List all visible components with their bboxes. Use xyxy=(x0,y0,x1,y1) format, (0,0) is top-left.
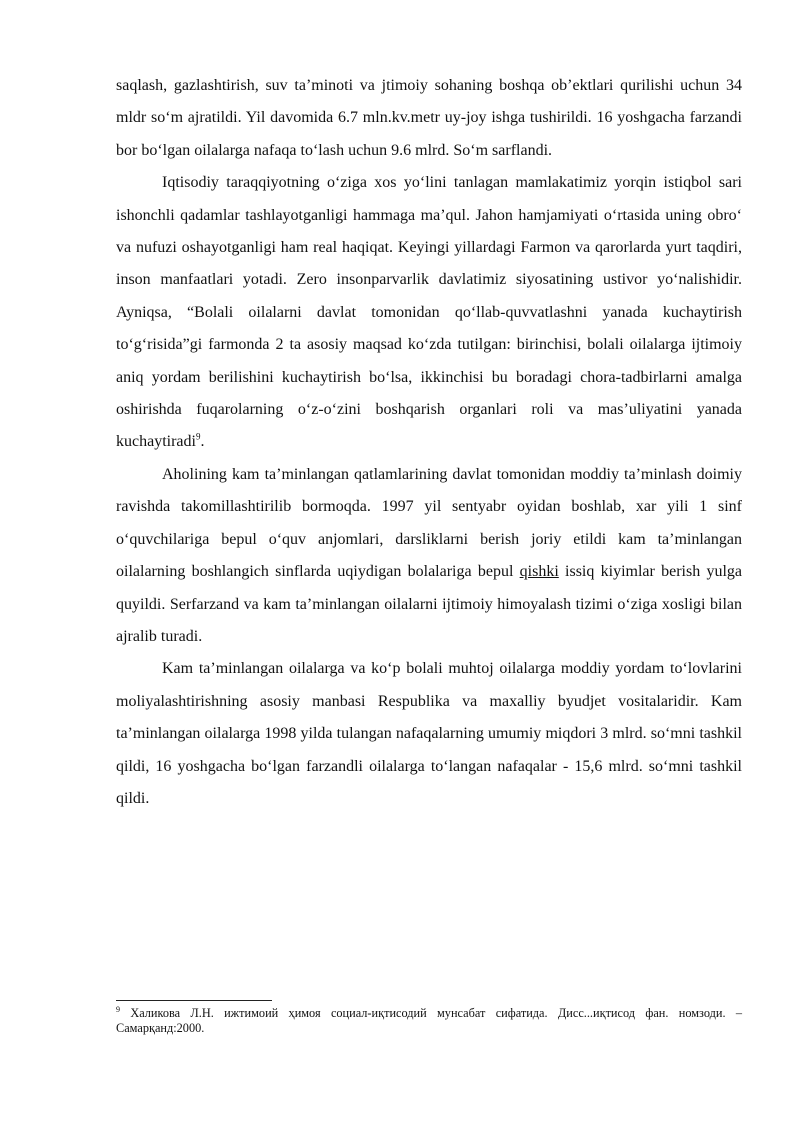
footnote-text: Халикова Л.Н. ижтимоий ҳимоя социал-иқтисодий мунсабат сифатида. Дисс...иқтисод фан. номзоди. – Самарқанд:2000. xyxy=(116,1006,742,1035)
footnote-number: 9 xyxy=(116,1004,120,1014)
paragraph-4: Kam ta’minlangan oilalarga va ko‘p bolali muhtoj oilalarga moddiy yordam to‘lovlarini moliyalashtirishning asosiy manbasi Respublika va maxalliy byudjet vositalaridir. Kam ta’minlangan oilalarga 1998 yilda tulangan nafaqalarning umumiy miqdori 3 mlrd. so‘mni tashkil qildi, 16 yoshgacha bo‘lgan farzandli oilalarga to‘langan nafaqalar - 15,6 mlrd. so‘mni tashkil qildi. xyxy=(116,660,742,807)
paragraph-3-text-start: Aholining kam ta’minlangan qatlamlarining davlat tomonidan moddiy ta’minlash doimiy ravishda takomillashtirilib bormoqda. 1997 yil sentyabr oyidan boshlab, xar yili 1 sinf o‘quvchilariga bepul o‘quv anjomlari, darsliklarni berish joriy etildi kam ta’minlangan oilalarning boshlangich sinflarda uqiydigan bolalariga bepul xyxy=(116,465,742,581)
paragraph-2-end: . xyxy=(200,433,205,451)
footnote-separator xyxy=(116,1000,272,1001)
underlined-word: qishki xyxy=(519,563,559,581)
page-body xyxy=(116,70,742,815)
paragraph-3 xyxy=(116,459,742,653)
footnote xyxy=(116,1006,742,1036)
paragraph-1: saqlash, gazlashtirish, suv ta’minoti va jtimoiy sohaning boshqa ob’ektlari qurilishi uchun 34 mldr so‘m ajratildi. Yil davomida 6.7 mln.kv.metr uy-joy ishga tushirildi. 16 yoshgacha farzandi bor bo‘lgan oilalarga nafaqa to‘lash uchun 9.6 mlrd. So‘m sarflandi. xyxy=(116,77,742,159)
footnote-reference[interactable]: 9 xyxy=(195,432,201,443)
paragraph-2-text: Iqtisodiy taraqqiyotning o‘ziga xos yo‘lini tanlagan mamlakatimiz yorqin istiqbol sari ishonchli qadamlar tashlayotganligi hammaga ma’qul. Jahon hamjamiyati o‘rtasida uning obro‘ va nufuzi oshayotganligi ham real haqiqat. Keyingi yillardagi Farmon va qarorlarda yurt taqdiri, inson manfaatlari yotadi. Zero insonparvarlik davlatimiz siyosatining ustivor yo‘nalishidir. Ayniqsa, “Bolali oilalarni davlat tomonidan qo‘llab-quvvatlashni yanada kuchaytirish to‘g‘risida”gi farmonda 2 ta asosiy maqsad ko‘zda tutilgan: birinchisi, bolali oilalarga ijtimoiy aniq yordam berilishini kuchaytirish bo‘lsa, ikkinchisi bu boradagi chora-tadbirlarni amalga oshirishda fuqarolarning o‘z-o‘zini boshqarish organlari roli va mas’uliyatini yanada kuchaytiradi xyxy=(116,174,742,451)
paragraph-3-text-end: issiq kiyimlar berish yulga quyildi. Serfarzand va kam ta’minlangan oilalarni ijtimoiy himoyalash tizimi o‘ziga xosligi bilan ajralib turadi. xyxy=(116,563,743,645)
paragraph-2 xyxy=(116,167,742,459)
